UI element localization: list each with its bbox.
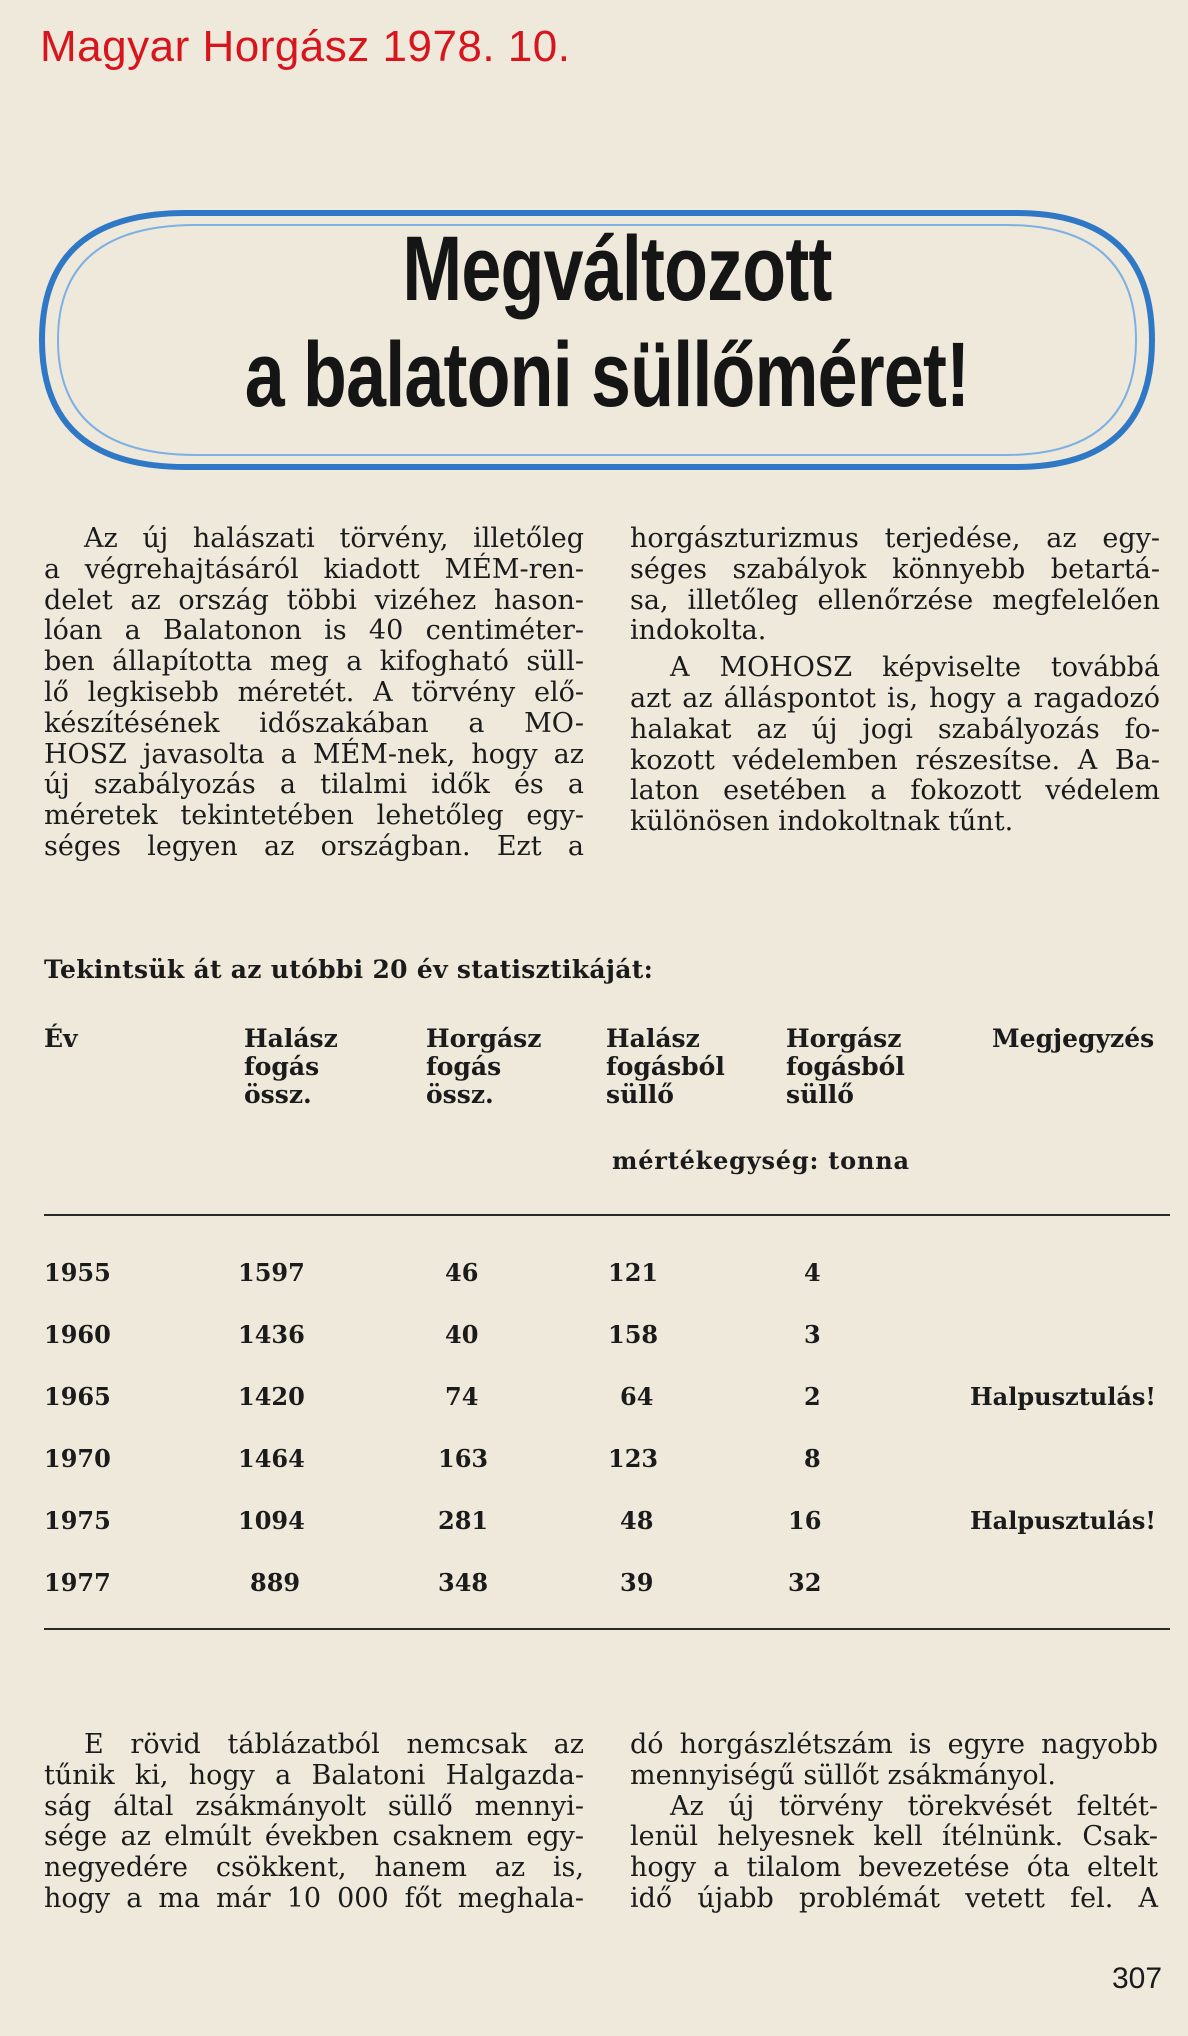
- header-line: Horgász: [786, 1024, 902, 1053]
- cell-fish-zander: 39: [620, 1568, 654, 1597]
- cell-angler-zander: 3: [804, 1320, 821, 1349]
- cell-note: Halpusztulás!: [970, 1382, 1156, 1411]
- text-line: negyedére csökkent, hanem az is,: [44, 1852, 584, 1884]
- page-number: 307: [1112, 1962, 1163, 1995]
- header-line: Halász: [244, 1024, 338, 1053]
- text-line: indokolta.: [630, 615, 767, 647]
- header-year: Év: [44, 1024, 78, 1053]
- header-line: össz.: [244, 1080, 312, 1109]
- text-line: dó horgászlétszám is egyre nagyobb: [630, 1729, 1158, 1760]
- text-line: méretek tekintetében lehetőleg egy-: [44, 800, 584, 832]
- cell-year: 1977: [44, 1568, 111, 1597]
- headline-line-2: a balatoni süllőméret!: [244, 324, 970, 426]
- header-line: Horgász: [426, 1024, 542, 1053]
- text-line: horgászturizmus terjedése, az egy-: [630, 523, 1160, 554]
- text-line: kozott védelemben részesítse. A Ba-: [630, 744, 1160, 776]
- text-line: sa, illetőleg ellenőrzése megfelelően: [630, 584, 1160, 616]
- cell-angler-zander: 32: [788, 1568, 822, 1597]
- table-rule-bottom: [44, 1628, 1170, 1630]
- cell-angler-total: 74: [445, 1382, 479, 1411]
- cell-fish-zander: 123: [608, 1444, 659, 1473]
- text-line: idő újabb problémát vetett fel. A: [630, 1882, 1158, 1914]
- title-banner: [36, 205, 1158, 475]
- cell-angler-zander: 2: [804, 1382, 821, 1411]
- header-note: Megjegyzés: [992, 1024, 1155, 1053]
- text-line: Az új halászati törvény, illetőleg: [84, 523, 584, 554]
- text-line: a végrehajtásáról kiadott MÉM-ren-: [44, 553, 584, 585]
- text-line: hogy a ma már 10 000 főt meghala-: [44, 1882, 584, 1914]
- cell-fish-total: 1420: [238, 1382, 305, 1411]
- header-angler-total: [426, 1025, 541, 1109]
- text-line: sége az elmúlt években csaknem egy-: [44, 1821, 584, 1853]
- text-line: hogy a tilalom bevezetése óta eltelt: [630, 1852, 1158, 1884]
- header-fish-total: [244, 1025, 338, 1109]
- table-title: Tekintsük át az utóbbi 20 év statisztikáját:: [44, 955, 654, 984]
- text-line: séges szabályok könnyebb betartá-: [630, 553, 1160, 585]
- unit-label: mértékegység: tonna: [612, 1146, 910, 1175]
- cell-angler-total: 281: [438, 1506, 489, 1535]
- text-line: tűnik ki, hogy a Balatoni Halgazda-: [44, 1759, 584, 1791]
- header-line: össz.: [426, 1080, 494, 1109]
- header-line: fogás: [244, 1052, 320, 1081]
- text-line: mennyiségű süllőt zsákmányol.: [630, 1759, 1056, 1791]
- cell-fish-zander: 158: [608, 1320, 659, 1349]
- article-column-3: [44, 1730, 584, 1915]
- cell-angler-zander: 8: [804, 1444, 821, 1473]
- text-line: séges legyen az országban. Ezt a: [44, 830, 584, 862]
- cell-angler-total: 348: [438, 1568, 489, 1597]
- text-line: ben állapította meg a kifogható süll-: [44, 646, 584, 678]
- header-line: süllő: [786, 1080, 854, 1109]
- cell-fish-zander: 48: [620, 1506, 654, 1535]
- text-line: különösen indokoltnak tűnt.: [630, 806, 1014, 838]
- article-column-4: [630, 1730, 1158, 1915]
- text-line: új szabályozás a tilalmi idők és a: [44, 769, 584, 801]
- cell-fish-total: 1436: [238, 1320, 305, 1349]
- header-line: fogás: [426, 1052, 502, 1081]
- headline-line-1: Megváltozott: [402, 218, 832, 320]
- cell-fish-total: 1094: [238, 1506, 305, 1535]
- source-caption: Magyar Horgász 1978. 10.: [40, 22, 571, 71]
- text-line: HOSZ javasolta a MÉM-nek, hogy az: [44, 738, 584, 770]
- text-line: ság által zsákmányolt süllő mennyi-: [44, 1790, 584, 1822]
- header-line: fogásból: [786, 1052, 905, 1081]
- cell-angler-zander: 4: [804, 1258, 821, 1287]
- header-line: fogásból: [606, 1052, 725, 1081]
- cell-note: Halpusztulás!: [970, 1506, 1156, 1535]
- cell-angler-total: 46: [445, 1258, 479, 1287]
- cell-fish-zander: 64: [620, 1382, 654, 1411]
- text-line: delet az ország többi vizéhez hason-: [44, 584, 584, 616]
- header-fish-zander: [606, 1025, 725, 1109]
- cell-fish-zander: 121: [608, 1258, 659, 1287]
- text-line: halakat az új jogi szabályozás fo-: [630, 713, 1160, 745]
- text-line: lő legkisebb méretét. A törvény elő-: [44, 676, 584, 708]
- cell-year: 1965: [44, 1382, 111, 1411]
- header-angler-zander: [786, 1025, 905, 1109]
- article-column-2: [630, 524, 1160, 838]
- cell-year: 1970: [44, 1444, 111, 1473]
- cell-year: 1960: [44, 1320, 111, 1349]
- text-line: A MOHOSZ képviselte továbbá: [670, 652, 1160, 684]
- text-line: készítésének időszakában a MO-: [44, 707, 584, 739]
- text-line: Az új törvény törekvését feltét-: [670, 1790, 1158, 1822]
- cell-angler-total: 40: [445, 1320, 479, 1349]
- cell-fish-total: 1464: [238, 1444, 305, 1473]
- header-line: Halász: [606, 1024, 700, 1053]
- cell-angler-zander: 16: [788, 1506, 822, 1535]
- text-line: lenül helyesnek kell ítélnünk. Csak-: [630, 1821, 1158, 1853]
- cell-fish-total: 1597: [238, 1258, 305, 1287]
- cell-year: 1975: [44, 1506, 111, 1535]
- cell-angler-total: 163: [438, 1444, 489, 1473]
- text-line: E rövid táblázatból nemcsak az: [84, 1729, 584, 1760]
- text-line: azt az álláspontot is, hogy a ragadozó: [630, 682, 1160, 714]
- table-rule-top: [44, 1214, 1170, 1216]
- cell-year: 1955: [44, 1258, 111, 1287]
- article-column-1: [44, 524, 584, 863]
- text-line: lóan a Balatonon is 40 centiméter-: [44, 615, 584, 647]
- text-line: laton esetében a fokozott védelem: [630, 775, 1160, 807]
- cell-fish-total: 889: [250, 1568, 301, 1597]
- header-line: süllő: [606, 1080, 674, 1109]
